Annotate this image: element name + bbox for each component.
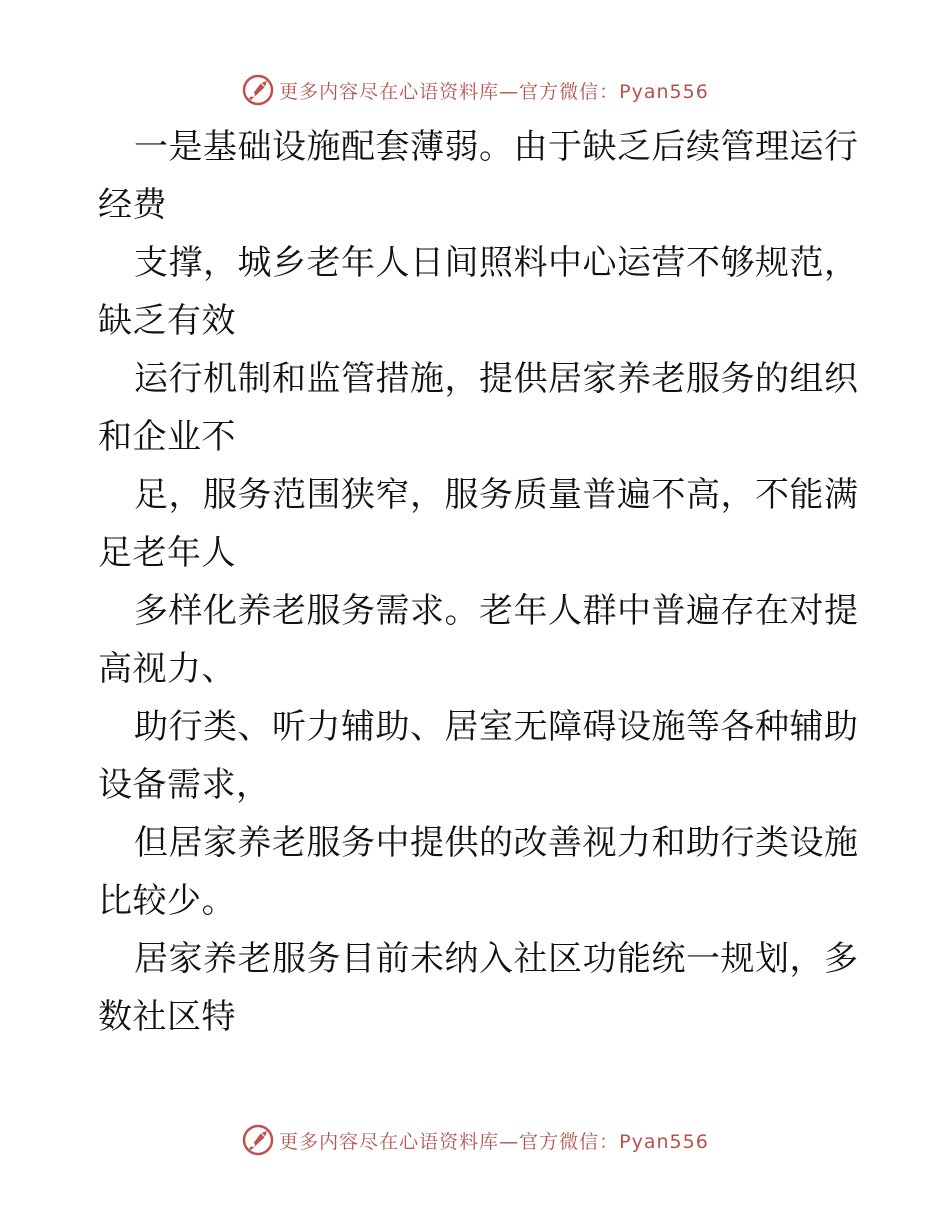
header-banner [0,70,950,110]
document-body [98,118,858,1046]
paragraph-line: 多样化养老服务需求。老年人群中普遍存在对提 [134,591,859,631]
banner-text: 更多内容尽在心语资料库—官方微信：Pyan556 [279,80,709,103]
footer-banner [0,1120,950,1160]
paragraph-line: 经费 [98,185,167,225]
paragraph-line: 一是基础设施配套薄弱。由于缺乏后续管理运行 [134,127,859,167]
paragraph-line: 运行机制和监管措施，提供居家养老服务的组织 [134,359,859,399]
banner-text: 更多内容尽在心语资料库—官方微信：Pyan556 [279,1130,709,1153]
paragraph-line: 设备需求， [98,765,271,805]
paragraph-line: 居家养老服务目前未纳入社区功能统一规划，多 [134,939,859,979]
paragraph-line: 比较少。 [98,881,236,921]
paragraph-line: 助行类、听力辅助、居室无障碍设施等各种辅助 [134,707,859,747]
paragraph-line: 支撑，城乡老年人日间照料中心运营不够规范， [134,243,859,283]
paragraph-line: 足老年人 [98,533,236,573]
quill-pen-logo-icon [241,1123,275,1157]
paragraph-line: 缺乏有效 [98,301,236,341]
paragraph-line: 足，服务范围狭窄，服务质量普遍不高，不能满 [134,475,859,515]
paragraph-line: 但居家养老服务中提供的改善视力和助行类设施 [134,823,859,863]
paragraph-line: 和企业不 [98,417,236,457]
paragraph-line: 数社区特 [98,997,236,1037]
paragraph-line: 高视力、 [98,649,236,689]
quill-pen-logo-icon [241,73,275,107]
